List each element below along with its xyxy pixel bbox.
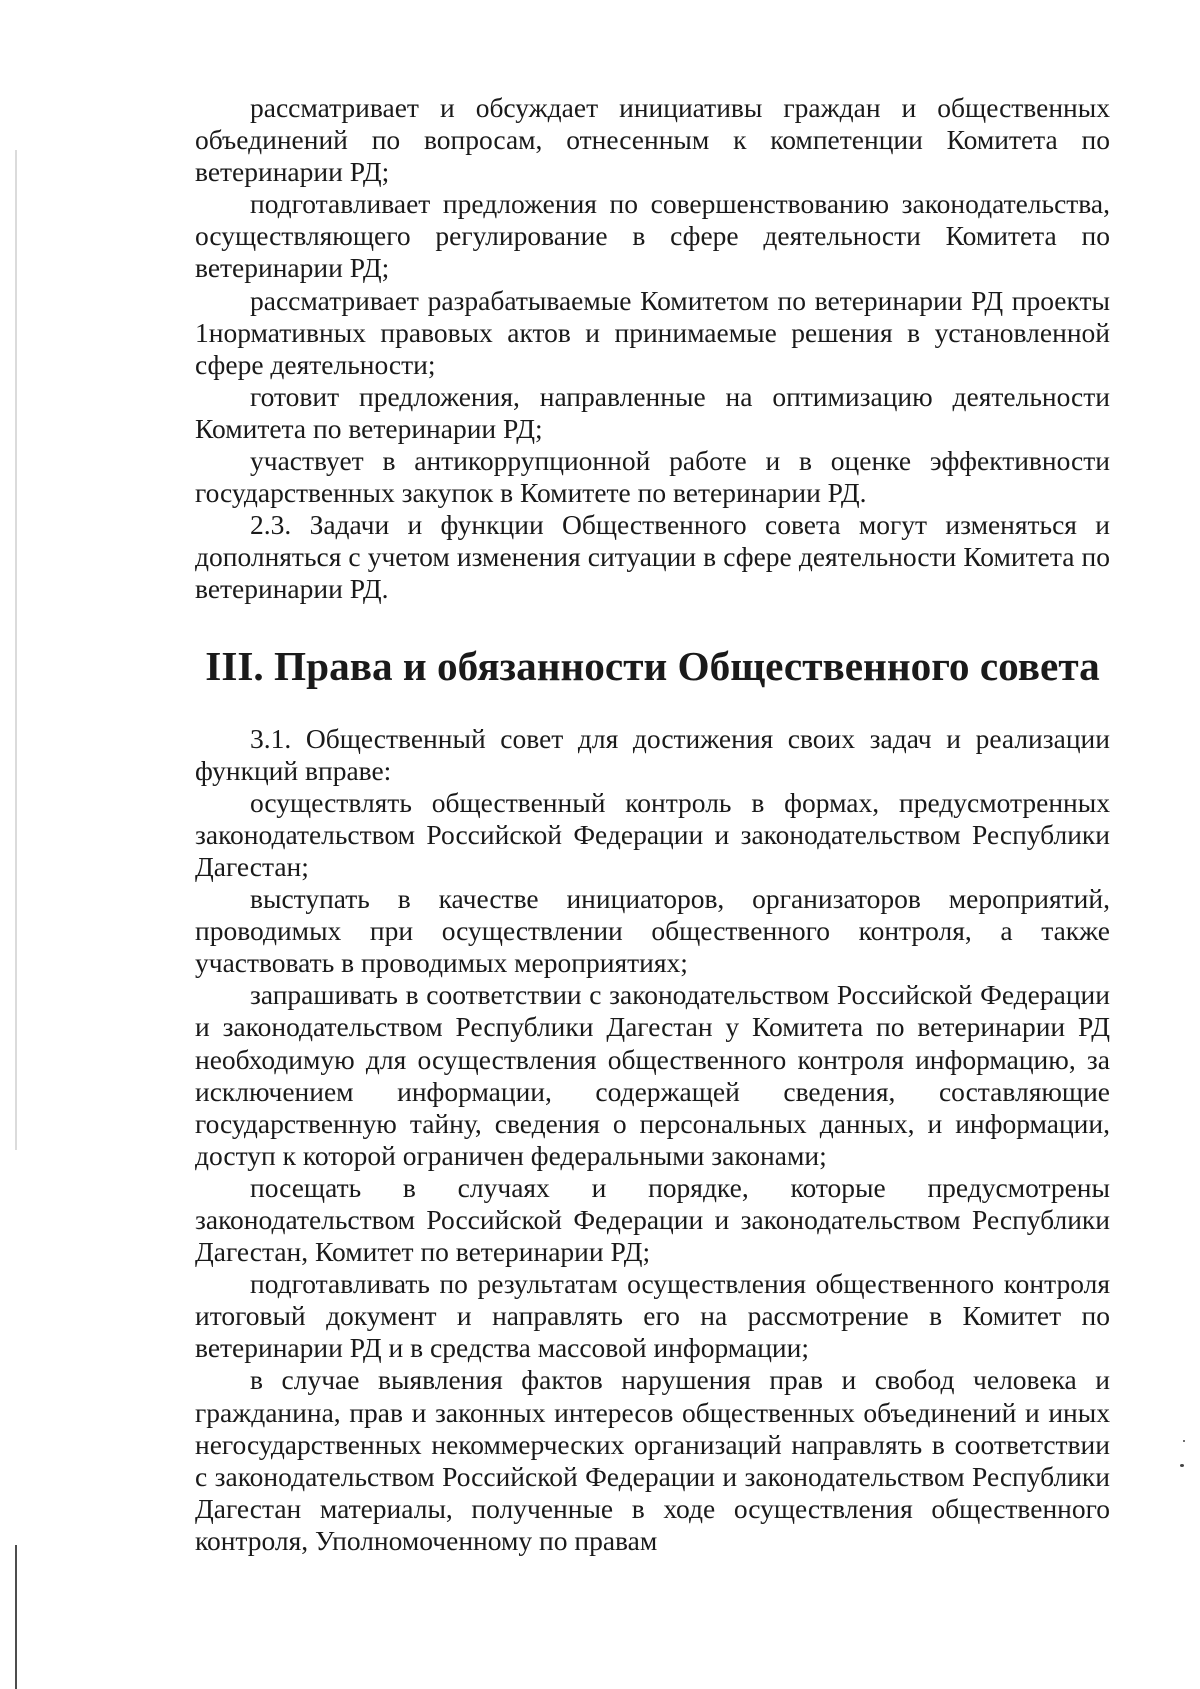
paragraph: рассматривает разрабатываемые Комитетом по ветеринарии РД проекты 1нормативных правовых актов и принимаемые решения в установленной сфере деятельности; [195, 284, 1110, 380]
paragraph: посещать в случаях и порядке, которые предусмотрены законодательством Российской Федерации и законодательством Республики Дагестан, Комитет по ветеринарии РД; [195, 1171, 1110, 1268]
section-3 [195, 723, 1110, 1557]
paragraph: выступать в качестве инициаторов, организаторов мероприятий, проводимых при осуществлении общественного контроля, а также участвовать в проводимых мероприятиях; [195, 883, 1110, 979]
scan-speck [1183, 1440, 1185, 1442]
paragraph: осуществлять общественный контроль в формах, предусмотренных законодательством Российской Федерации и законодательством Республики Дагестан; [195, 786, 1110, 882]
paragraph: 3.1. Общественный совет для достижения своих задач и реализации функций вправе: [195, 722, 1110, 786]
scan-edge-bottom [15, 1545, 17, 1689]
paragraph: запрашивать в соответствии с законодательством Российской Федерации и законодательством Республики Дагестан у Комитета по ветеринарии РД необходимую для осуществления общественного контроля информацию, за исключением информации, содержащей сведения, составляющие государственную тайну, сведения о персональных данных, и информации, доступ к которой ограничен федеральными законами; [195, 979, 1110, 1171]
document-page [195, 92, 1110, 1557]
section-2-continuation [195, 92, 1110, 606]
paragraph: подготавливает предложения по совершенствованию законодательства, осуществляющего регулирование в сфере деятельности Комитета по ветеринарии РД; [195, 188, 1110, 284]
paragraph: рассматривает и обсуждает инициативы граждан и общественных объединений по вопросам, отнесенным к компетенции Комитета по ветеринарии РД; [195, 92, 1110, 188]
paragraph: подготавливать по результатам осуществления общественного контроля итоговый документ и направлять его на рассмотрение в Комитет по ветеринарии РД и в средства массовой информации; [195, 1268, 1110, 1364]
paragraph: в случае выявления фактов нарушения прав и свобод человека и гражданина, прав и законных интересов общественных объединений и иных негосударственных некоммерческих организаций направлять в соответствии с законодательством Российской Федерации и законодательством Республики Дагестан материалы, полученные в ходе осуществления общественного контроля, Уполномоченному по правам [195, 1364, 1110, 1556]
paragraph: готовит предложения, направленные на оптимизацию деятельности Комитета по ветеринарии РД; [195, 380, 1110, 444]
section-heading: III. Права и обязанности Общественного совета [205, 642, 1100, 689]
scan-speck [1180, 1464, 1184, 1467]
paragraph: 2.3. Задачи и функции Общественного совета могут изменяться и дополняться с учетом изменения ситуации в сфере деятельности Комитета по ветеринарии РД. [195, 509, 1110, 605]
scan-edge-top [15, 150, 17, 1150]
paragraph: участвует в антикоррупционной работе и в оценке эффективности государственных закупок в Комитете по ветеринарии РД. [195, 445, 1110, 509]
